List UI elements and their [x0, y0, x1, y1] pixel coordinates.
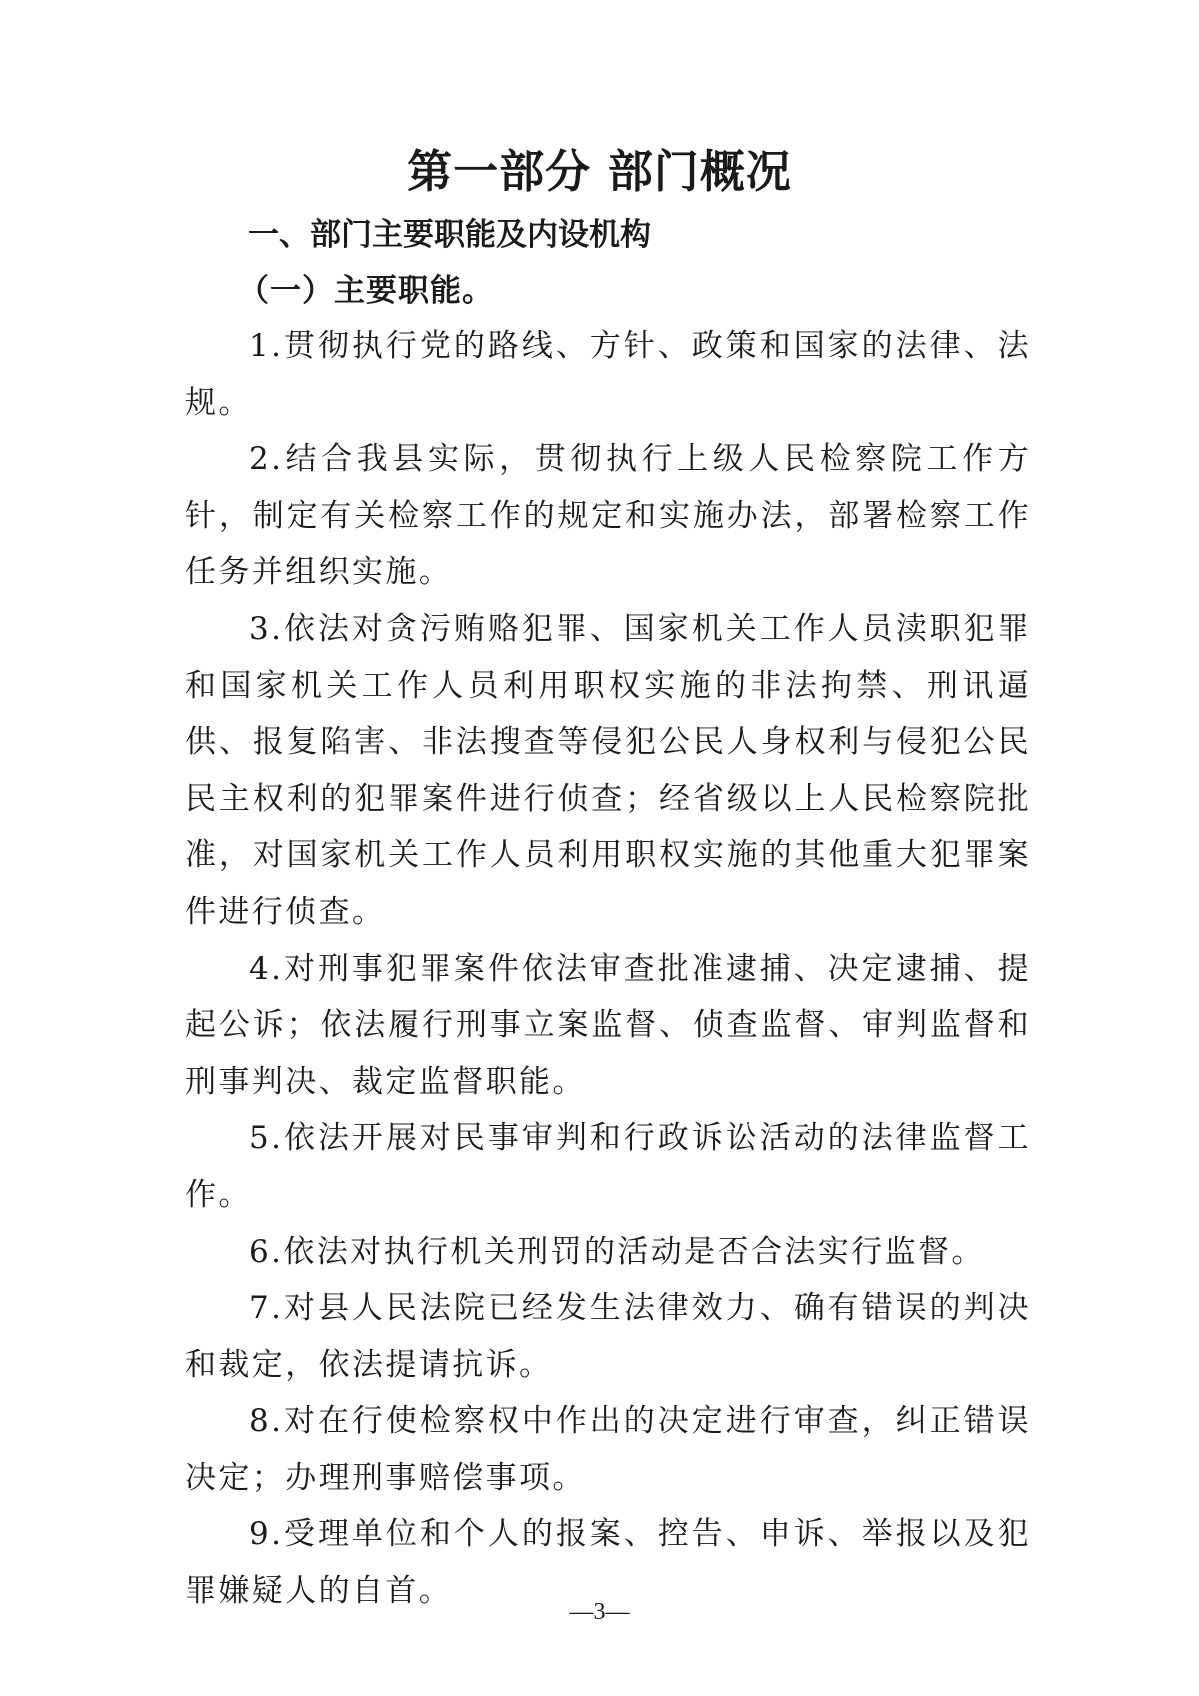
paragraph-item-3: 3.依法对贪污贿赂犯罪、国家机关工作人员渎职犯罪和国家机关工作人员利用职权实施的非法拘禁、刑讯逼供、报复陷害、非法搜查等侵犯公民人身权利与侵犯公民民主权利的犯罪案件进行侦查；经省级以上人民检察院批准，对国家机关工作人员利用职权实施的其他重大犯罪案件进行侦查。 — [185, 610, 1031, 930]
page-number: —3— — [569, 1599, 630, 1625]
paragraph-item-9: 9.受理单位和个人的报案、控告、申诉、举报以及犯罪嫌疑人的自首。 — [185, 1516, 1031, 1610]
paragraph-item-4: 4.对刑事犯罪案件依法审查批准逮捕、决定逮捕、提起公诉；依法履行刑事立案监督、侦查监督、审判监督和刑事判决、裁定监督职能。 — [185, 950, 1031, 1100]
body-text — [185, 318, 1031, 1620]
page-title: 第一部分 部门概况 — [407, 145, 792, 198]
paragraph-item-2: 2.结合我县实际，贯彻执行上级人民检察院工作方针，制定有关检察工作的规定和实施办法，部署检察工作任务并组织实施。 — [185, 441, 1031, 591]
subsection-heading: （一）主要职能。 — [238, 273, 494, 309]
paragraph-item-6: 6.依法对执行机关刑罚的活动是否合法实行监督。 — [249, 1233, 985, 1270]
paragraph-item-5: 5.依法开展对民事审判和行政诉讼活动的法律监督工作。 — [185, 1120, 1031, 1213]
paragraph-item-7: 7.对县人民法院已经发生法律效力、确有错误的判决和裁定，依法提请抗诉。 — [185, 1290, 1031, 1383]
paragraph-item-8: 8.对在行使检察权中作出的决定进行审查，纠正错误决定；办理刑事赔偿事项。 — [185, 1403, 1031, 1496]
section-heading: 一、部门主要职能及内设机构 — [248, 217, 651, 253]
paragraph-item-1: 1.贯彻执行党的路线、方针、政策和国家的法律、法规。 — [185, 328, 1031, 421]
